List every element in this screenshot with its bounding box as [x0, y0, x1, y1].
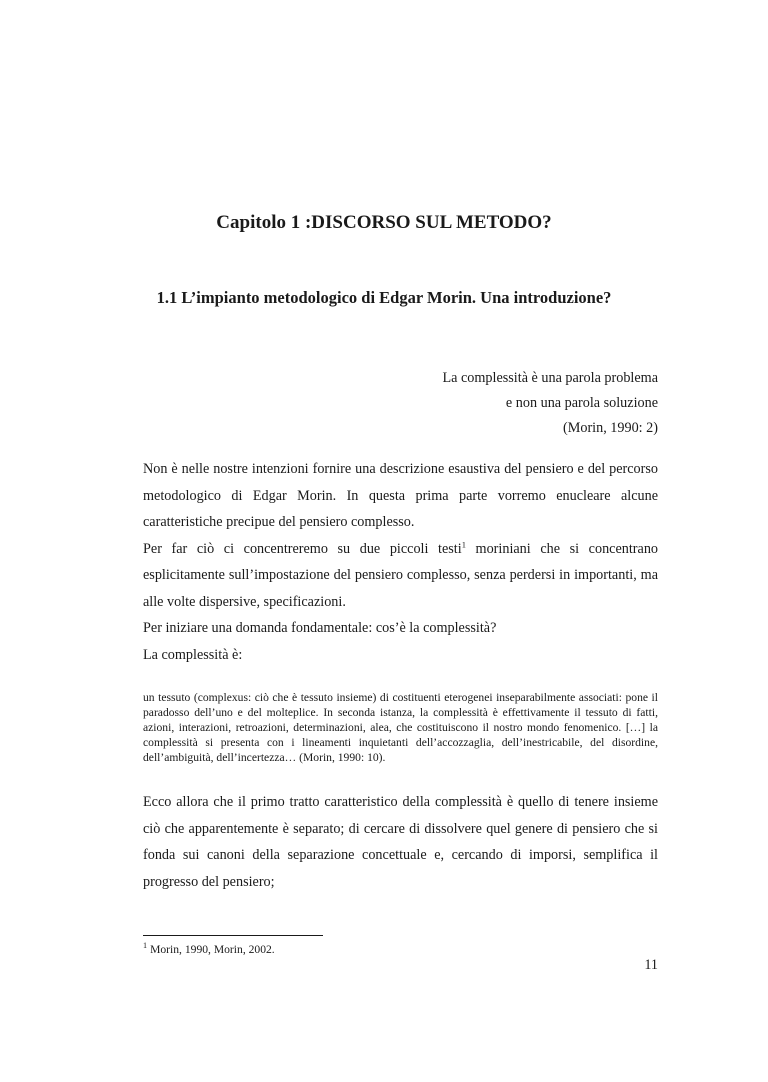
footnote-text: Morin, 1990, Morin, 2002. [150, 943, 275, 956]
footnote-reference[interactable]: 1 [461, 538, 466, 549]
chapter-title: Capitolo 1 :DISCORSO SUL METODO? [216, 212, 552, 233]
body-text-continued [143, 789, 658, 895]
page-number: 11 [644, 957, 658, 973]
block-quote: un tessuto (complexus: ciò che è tessuto insieme) di costituenti eterogenei inseparabilmente associati: pone il paradosso dell’uno e del molteplice. In seconda istanza, la complessità è effettivamente il tessuto di fatti, azioni, interazioni, retroazioni, determinazioni, alea, che costituiscono il nostro mondo fenomenico. […] la complessità si presenta con i lineamenti inquietanti dell’accozzaglia, dell’inestricabile, del disordine, dell’ambiguità, dell’incertezza… (Morin, 1990: 10). [143, 691, 658, 764]
body-text-intro [143, 456, 658, 668]
footnote-divider [143, 935, 323, 936]
paragraph-2-start: Per far ciò ci concentreremo su due piccoli testi [143, 540, 462, 557]
paragraph-2-end: moriniani che si concentrano esplicitamente sull’impostazione del pensiero complesso, senza perdersi in importanti, ma alle volte dispersive, specificazioni. [143, 540, 659, 610]
paragraph-5: Ecco allora che il primo tratto caratteristico della complessità è quello di tenere insieme ciò che apparentemente è separato; di cercare di dissolvere quel genere di pensiero che si fonda sui canoni della separazione concettuale e, cercando di imporsi, semplifica il progresso del pensiero; [143, 794, 658, 890]
epigraph-citation: (Morin, 1990: 2) [563, 420, 658, 436]
epigraph-line-1: La complessità è una parola problema [442, 370, 658, 386]
footnote [143, 942, 275, 957]
section-title: 1.1 L’impianto metodologico di Edgar Morin. Una introduzione? [156, 288, 612, 307]
paragraph-2 [143, 536, 658, 616]
epigraph-line-2: e non una parola soluzione [505, 395, 658, 411]
footnote-mark: 1 [143, 941, 148, 951]
paragraph-3: Per iniziare una domanda fondamentale: cos’è la complessità? [143, 620, 497, 636]
epigraph [258, 366, 658, 441]
paragraph-1: Non è nelle nostre intenzioni fornire una descrizione esaustiva del pensiero e del percorso metodologico di Edgar Morin. In questa prima parte vorremo enucleare alcune caratteristiche precipue del pensiero complesso. [143, 461, 658, 530]
paragraph-4: La complessità è: [143, 646, 243, 663]
